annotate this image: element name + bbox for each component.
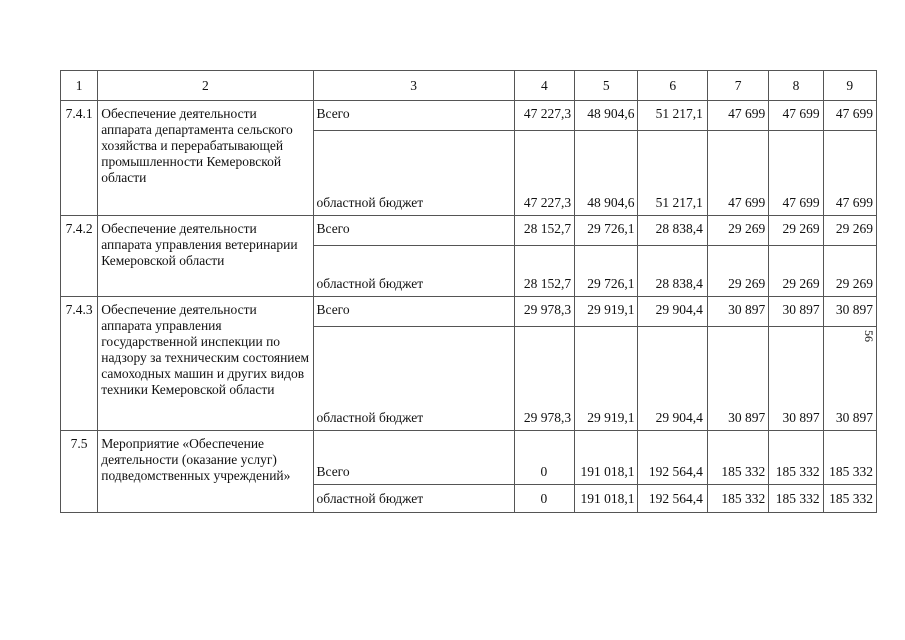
value-cell: 29 269 [769,246,823,297]
item-code: 7.4.2 [61,216,98,297]
value-cell: 29 904,4 [638,297,707,327]
source-regional-label: областной бюджет [313,131,514,216]
column-header-4: 4 [514,71,574,101]
column-header-5: 5 [575,71,638,101]
source-regional-label: областной бюджет [313,327,514,431]
page-number: 56 [862,330,876,342]
value-cell: 185 332 [823,485,876,513]
value-cell: 47 699 [707,131,768,216]
value-cell: 29 904,4 [638,327,707,431]
value-cell: 185 332 [823,431,876,485]
column-header-6: 6 [638,71,707,101]
value-cell: 47 699 [707,101,768,131]
item-name: Мероприятие «Обеспечение деятельности (оказание услуг) подведомственных учреждений» [98,431,313,513]
table-row-total [61,101,877,131]
source-total-label: Всего [313,101,514,131]
header-row [61,71,877,101]
source-regional-label: областной бюджет [313,246,514,297]
budget-table [60,70,877,513]
table-row-total [61,297,877,327]
value-cell: 185 332 [707,431,768,485]
value-cell: 48 904,6 [575,101,638,131]
value-cell: 29 269 [769,216,823,246]
value-cell: 30 897 [769,327,823,431]
source-total-label: Всего [313,297,514,327]
value-cell: 192 564,4 [638,431,707,485]
value-cell: 185 332 [707,485,768,513]
value-cell: 29 978,3 [514,297,574,327]
value-cell: 47 699 [823,131,876,216]
column-header-9: 9 [823,71,876,101]
value-cell: 47 699 [823,101,876,131]
value-cell: 29 726,1 [575,246,638,297]
value-cell: 47 227,3 [514,131,574,216]
value-cell: 30 897 [823,327,876,431]
value-cell: 47 699 [769,131,823,216]
value-cell: 185 332 [769,431,823,485]
column-header-3: 3 [313,71,514,101]
value-cell: 191 018,1 [575,431,638,485]
value-cell: 0 [514,485,574,513]
item-name: Обеспечение деятельности аппарата управления государственной инспекции по надзору за техническим состоянием самоходных машин и других видов техники Кемеровской области [98,297,313,431]
value-cell: 30 897 [707,297,768,327]
value-cell: 47 227,3 [514,101,574,131]
value-cell: 28 838,4 [638,216,707,246]
source-total-label: Всего [313,216,514,246]
value-cell: 51 217,1 [638,131,707,216]
table-row-total [61,431,877,485]
column-header-7: 7 [707,71,768,101]
value-cell: 29 269 [707,246,768,297]
value-cell: 29 919,1 [575,297,638,327]
value-cell: 191 018,1 [575,485,638,513]
value-cell: 28 152,7 [514,216,574,246]
value-cell: 30 897 [707,327,768,431]
value-cell: 29 978,3 [514,327,574,431]
item-code: 7.5 [61,431,98,513]
column-header-2: 2 [98,71,313,101]
value-cell: 192 564,4 [638,485,707,513]
value-cell: 30 897 [823,297,876,327]
value-cell: 29 269 [823,246,876,297]
column-header-8: 8 [769,71,823,101]
value-cell: 29 919,1 [575,327,638,431]
item-code: 7.4.3 [61,297,98,431]
value-cell: 0 [514,431,574,485]
value-cell: 29 726,1 [575,216,638,246]
column-header-1: 1 [61,71,98,101]
source-total-label: Всего [313,431,514,485]
value-cell: 185 332 [769,485,823,513]
value-cell: 28 838,4 [638,246,707,297]
value-cell: 29 269 [707,216,768,246]
value-cell: 30 897 [769,297,823,327]
value-cell: 29 269 [823,216,876,246]
source-regional-label: областной бюджет [313,485,514,513]
table-row-total [61,216,877,246]
item-code: 7.4.1 [61,101,98,216]
value-cell: 48 904,6 [575,131,638,216]
value-cell: 28 152,7 [514,246,574,297]
item-name: Обеспечение деятельности аппарата управления ветеринарии Кемеровской области [98,216,313,297]
value-cell: 47 699 [769,101,823,131]
item-name: Обеспечение деятельности аппарата департамента сельского хозяйства и перерабатывающей промышленности Кемеровской области [98,101,313,216]
value-cell: 51 217,1 [638,101,707,131]
